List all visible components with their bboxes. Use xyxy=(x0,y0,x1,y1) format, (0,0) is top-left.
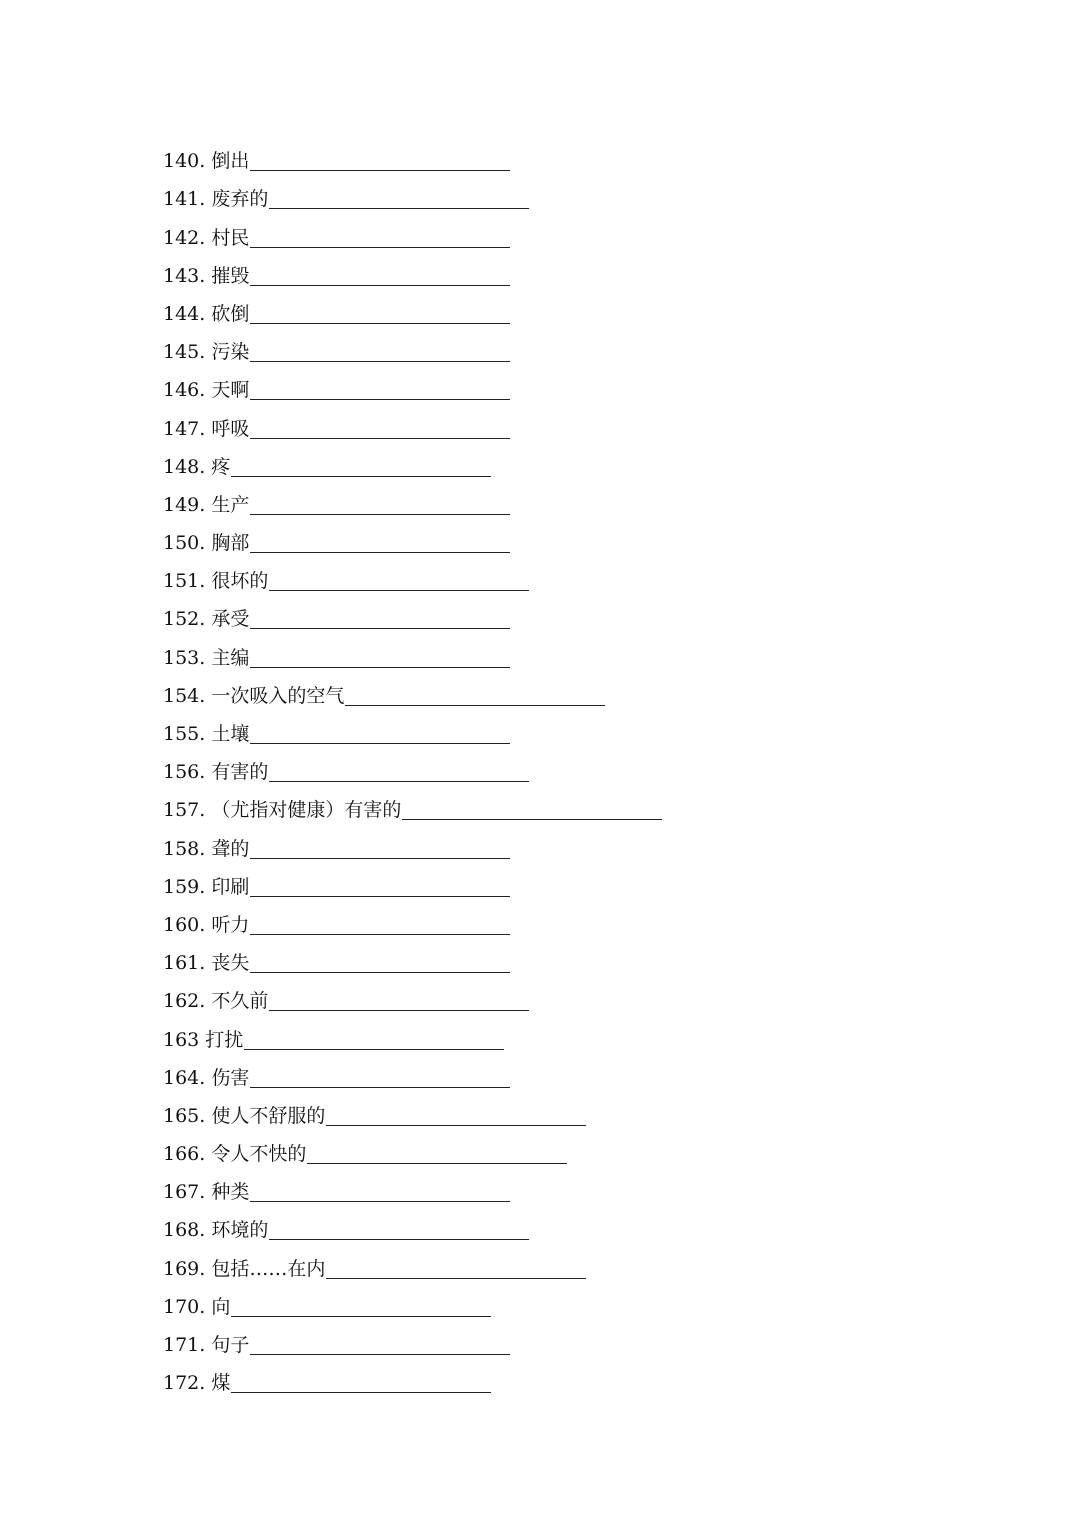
vocab-prompt: 163 打扰 xyxy=(163,1028,244,1051)
vocab-item xyxy=(163,824,923,862)
answer-blank xyxy=(250,1087,510,1088)
answer-blank xyxy=(250,170,510,171)
vocab-item xyxy=(163,633,923,671)
vocab-item xyxy=(163,1015,923,1053)
answer-blank xyxy=(250,1354,510,1355)
vocab-item xyxy=(163,863,923,901)
vocab-item xyxy=(163,786,923,824)
vocab-prompt: 162. 不久前 xyxy=(163,990,269,1013)
answer-blank xyxy=(250,399,510,400)
vocab-item xyxy=(163,1130,923,1168)
vocab-prompt: 140. 倒出 xyxy=(163,150,250,173)
vocab-prompt: 144. 砍倒 xyxy=(163,302,250,325)
answer-blank xyxy=(250,743,510,744)
vocab-prompt: 150. 胸部 xyxy=(163,532,250,555)
vocab-item xyxy=(163,977,923,1015)
vocab-item xyxy=(163,328,923,366)
vocab-prompt: 141. 废弃的 xyxy=(163,188,269,211)
vocabulary-worksheet xyxy=(163,137,923,1397)
vocab-item xyxy=(163,443,923,481)
answer-blank xyxy=(326,1125,586,1126)
vocab-item xyxy=(163,1359,923,1397)
vocab-prompt: 165. 使人不舒服的 xyxy=(163,1104,326,1127)
answer-blank xyxy=(250,438,510,439)
answer-blank xyxy=(231,476,491,477)
answer-blank xyxy=(250,552,510,553)
answer-blank xyxy=(250,667,510,668)
vocab-prompt: 148. 疼 xyxy=(163,455,231,478)
vocab-prompt: 158. 聋的 xyxy=(163,837,250,860)
vocab-item xyxy=(163,1054,923,1092)
vocab-item xyxy=(163,1321,923,1359)
vocab-prompt: 172. 煤 xyxy=(163,1372,231,1395)
vocab-item xyxy=(163,519,923,557)
answer-blank xyxy=(250,514,510,515)
vocab-prompt: 157. （尤指对健康）有害的 xyxy=(163,799,402,822)
answer-blank xyxy=(250,934,510,935)
answer-blank xyxy=(307,1163,567,1164)
answer-blank xyxy=(326,1278,586,1279)
vocab-item xyxy=(163,290,923,328)
vocab-item xyxy=(163,1244,923,1282)
vocab-item xyxy=(163,175,923,213)
vocab-prompt: 154. 一次吸入的空气 xyxy=(163,684,345,707)
vocab-item xyxy=(163,595,923,633)
vocab-prompt: 171. 句子 xyxy=(163,1334,250,1356)
answer-blank xyxy=(250,896,510,897)
vocab-item xyxy=(163,1206,923,1244)
vocab-item xyxy=(163,404,923,442)
vocab-prompt: 169. 包括……在内 xyxy=(163,1257,326,1280)
answer-blank xyxy=(250,628,510,629)
answer-blank xyxy=(345,705,605,706)
vocab-prompt: 151. 很坏的 xyxy=(163,570,269,593)
vocab-prompt: 161. 丧失 xyxy=(163,952,250,975)
vocab-item xyxy=(163,672,923,710)
answer-blank xyxy=(231,1316,491,1317)
answer-blank xyxy=(250,247,510,248)
vocab-item xyxy=(163,939,923,977)
answer-blank xyxy=(269,1010,529,1011)
answer-blank xyxy=(269,590,529,591)
vocab-item xyxy=(163,252,923,290)
vocab-prompt: 164. 伤害 xyxy=(163,1066,250,1089)
vocab-item xyxy=(163,137,923,175)
vocab-prompt: 152. 承受 xyxy=(163,608,250,631)
vocab-prompt: 149. 生产 xyxy=(163,493,250,516)
vocab-item xyxy=(163,481,923,519)
vocab-prompt: 170. 向 xyxy=(163,1295,231,1318)
vocab-item xyxy=(163,1092,923,1130)
vocab-prompt: 147. 呼吸 xyxy=(163,417,250,440)
vocab-item xyxy=(163,557,923,595)
vocab-prompt: 159. 印刷 xyxy=(163,875,250,898)
answer-blank xyxy=(250,972,510,973)
vocab-item xyxy=(163,366,923,404)
vocab-prompt: 153. 主编 xyxy=(163,646,250,669)
vocab-item xyxy=(163,1283,923,1321)
answer-blank xyxy=(250,361,510,362)
answer-blank xyxy=(269,208,529,209)
answer-blank xyxy=(402,819,662,820)
vocab-item xyxy=(163,901,923,939)
answer-blank xyxy=(269,1239,529,1240)
vocab-prompt: 167. 种类 xyxy=(163,1181,250,1204)
vocab-prompt: 145. 污染 xyxy=(163,341,250,364)
vocab-prompt: 168. 环境的 xyxy=(163,1219,269,1242)
vocab-item xyxy=(163,1168,923,1206)
vocab-item xyxy=(163,213,923,251)
answer-blank xyxy=(250,285,510,286)
vocab-item xyxy=(163,748,923,786)
vocab-prompt: 166. 令人不快的 xyxy=(163,1143,307,1166)
vocab-prompt: 146. 天啊 xyxy=(163,379,250,402)
vocab-item xyxy=(163,710,923,748)
vocab-prompt: 142. 村民 xyxy=(163,226,250,249)
answer-blank xyxy=(244,1049,504,1050)
vocab-prompt: 143. 摧毁 xyxy=(163,264,250,287)
answer-blank xyxy=(250,858,510,859)
answer-blank xyxy=(250,323,510,324)
answer-blank xyxy=(250,1201,510,1202)
answer-blank xyxy=(269,781,529,782)
answer-blank xyxy=(231,1392,491,1393)
vocab-prompt: 155. 土壤 xyxy=(163,723,250,745)
vocab-prompt: 160. 听力 xyxy=(163,913,250,936)
vocab-prompt: 156. 有害的 xyxy=(163,761,269,784)
